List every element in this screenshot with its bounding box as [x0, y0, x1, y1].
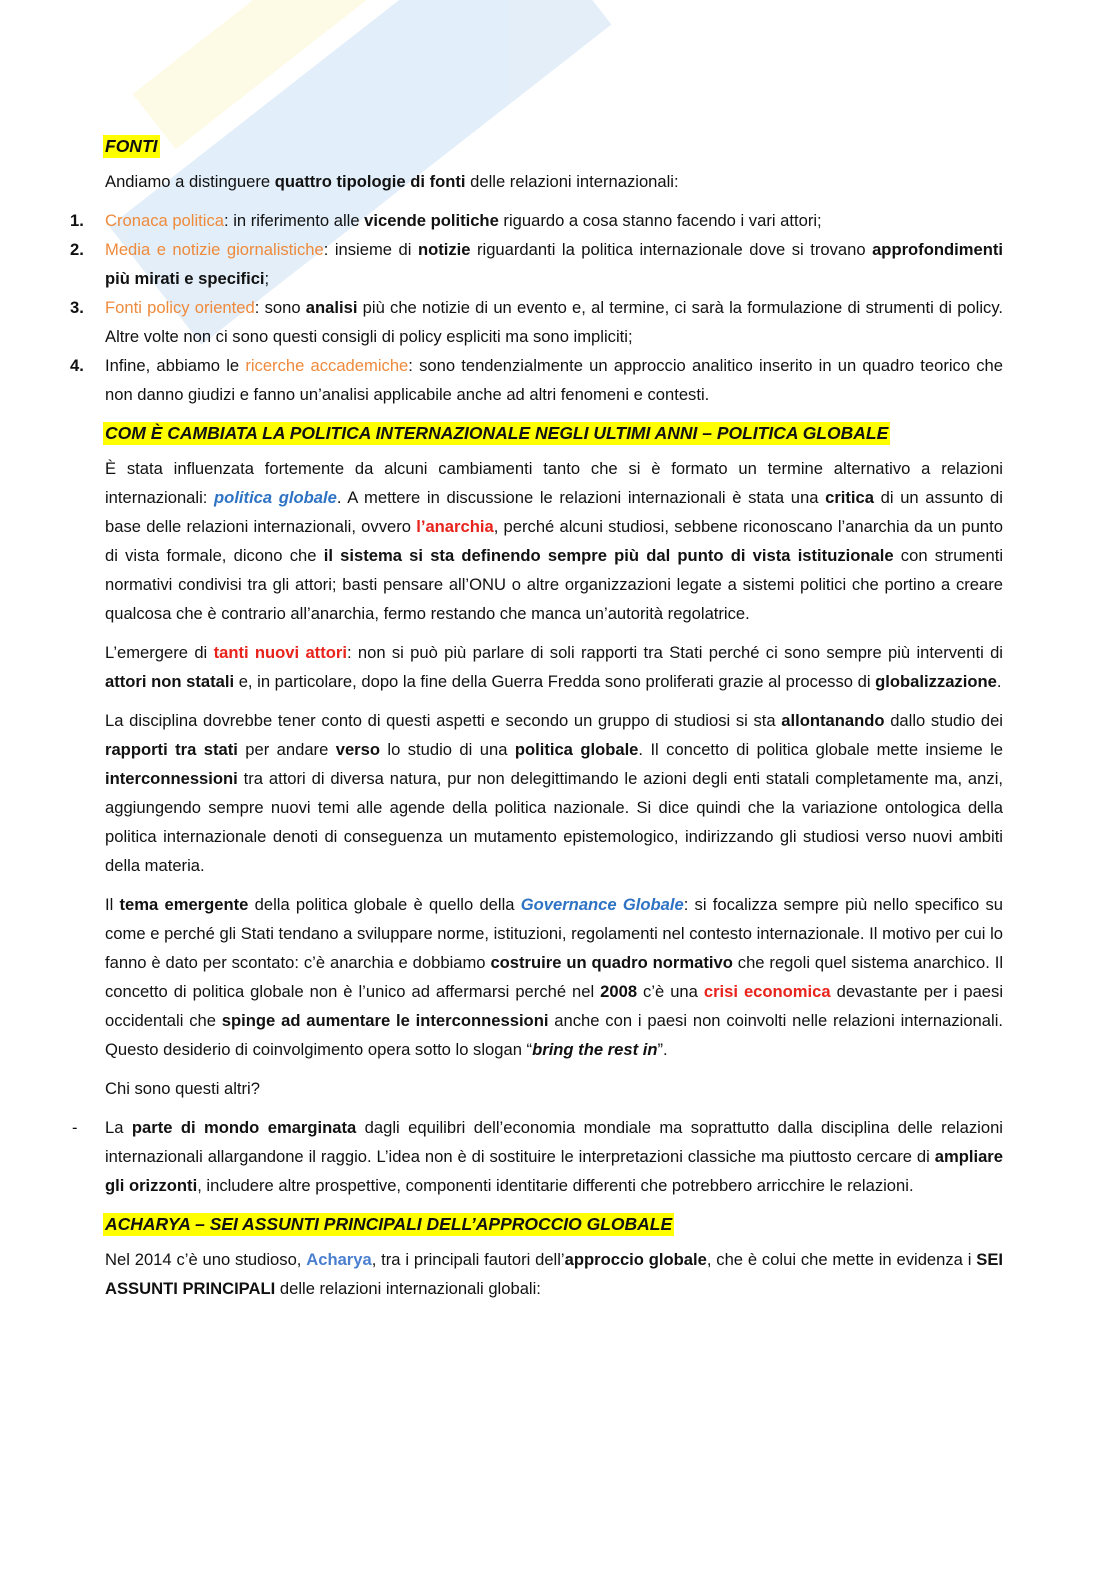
bold-text: vicende politiche [364, 211, 499, 230]
text: . A mettere in discussione le relazioni internazionali è stata una [336, 488, 826, 507]
text: : sono tendenzialmente un approccio analitico inserito in un quadro teorico che non danno giudizi e fanno un’analisi applicabile anche ad altri fenomeni e contesti. [105, 356, 1003, 404]
highlight-red-text: tanti nuovi attori [213, 643, 347, 662]
highlight-orange-text: ricerche accademiche [245, 356, 409, 375]
text: dallo studio dei [884, 711, 1003, 730]
highlight-orange-text: Cronaca politica [105, 211, 224, 230]
text: tra attori di diversa natura, pur non delegittimando le azioni degli enti statali completamente ma, anzi, aggiungendo sempre nuovi temi alle agende della politica nazionale. Si dice quindi che la variazione ontologica della politica internazionale denoti di conseguenza un mutamento epistemologico, indirizzando gli studiosi verso nuovi ambiti della materia. [105, 769, 1003, 875]
bold-text: ampliare gli orizzonti [105, 1147, 1003, 1195]
bullet-list-item [72, 1113, 1003, 1200]
bold-text: verso [335, 740, 380, 759]
list-number: 3. [70, 298, 84, 317]
text: riguardanti la politica internazionale dove si trovano [470, 240, 873, 259]
highlight-blue-term: politica globale [214, 488, 337, 507]
text: dagli equilibri dell’economia mondiale ma soprattutto dalla disciplina delle relazioni internazionali allargandone il raggio. L’idea non è di sostituire le interpretazioni classiche ma piuttosto cercare di [105, 1118, 1003, 1166]
text: È stata influenzata fortemente da alcuni cambiamenti tanto che si è formato un termine alternativo a relazioni internazionali: [105, 459, 1003, 507]
text: ; [264, 269, 270, 288]
text: . Il concetto di politica globale mette insieme le [638, 740, 1003, 759]
paragraph [105, 638, 1003, 696]
section-heading: ACHARYA – SEI ASSUNTI PRINCIPALI DELL’APPROCCIO GLOBALE [105, 1214, 673, 1234]
text: Il [105, 895, 120, 914]
paragraph [105, 1074, 1003, 1103]
document-page [70, 132, 1004, 1313]
text: per andare [237, 740, 336, 759]
bold-text: parte di mondo emarginata [131, 1118, 357, 1137]
bold-text: politica globale [514, 740, 639, 759]
numbered-list-item [70, 235, 1003, 293]
highlight-red-text: l’anarchia [416, 517, 494, 536]
highlight-orange-text: Media e notizie giornalistiche [105, 240, 324, 259]
text: Nel 2014 c’è uno studioso, [105, 1250, 307, 1269]
highlight-orange-text: Fonti policy oriented [105, 298, 255, 317]
paragraph [105, 890, 1003, 1064]
text: devastante per i paesi occidentali che [105, 982, 1004, 1030]
text: anche con i paesi non coinvolti nelle relazioni internazionali. Questo desiderio di coinvolgimento opera sotto lo slogan “ [105, 1011, 1003, 1059]
bold-text: costruire un quadro normativo [490, 953, 733, 972]
section-heading: FONTI [105, 136, 158, 156]
text: , tra i principali fautori dell’ [371, 1250, 565, 1269]
text: : sono [254, 298, 306, 317]
paragraph [105, 167, 1003, 196]
text: : insieme di [323, 240, 418, 259]
bold-text: critica [825, 488, 874, 507]
bold-text: 2008 [600, 982, 638, 1001]
bold-text: SEI ASSUNTI PRINCIPALI [105, 1250, 1003, 1298]
text: L’emergere di [105, 643, 214, 662]
text: riguardo a cosa stanno facendo i vari attori; [498, 211, 822, 230]
text: che regoli quel sistema anarchico. Il concetto di politica globale non è l’unico ad affermarsi perché nel [105, 953, 1004, 1001]
bold-text: globalizzazione [875, 672, 997, 691]
paragraph [105, 454, 1003, 628]
text: : in riferimento alle [223, 211, 365, 230]
highlight-red-text: crisi economica [703, 982, 831, 1001]
text: più che notizie di un evento e, al termine, ci sarà la formulazione di strumenti di policy. Altre volte non ci sono questi consigli di policy espliciti ma sono impliciti; [105, 298, 1003, 346]
text: , includere altre prospettive, componenti identitarie differenti che potrebbero arricchire le relazioni. [197, 1176, 914, 1195]
numbered-list-item [70, 351, 1003, 409]
text: c’è una [637, 982, 704, 1001]
text: con strumenti normativi condivisi tra gli attori; basti pensare all’ONU o altre organizzazioni legate a sistemi politici che portino a creare qualcosa che è contrario all’anarchia, fermo restando che manca un’autorità regolatrice. [105, 546, 1004, 623]
text: , perché alcuni studiosi, sebbene riconoscano l’anarchia da un punto di vista formale, dicono che [105, 517, 1003, 565]
bold-text: analisi [305, 298, 358, 317]
text: Chi sono questi altri? [105, 1079, 260, 1098]
list-number: 1. [70, 211, 84, 230]
text: Andiamo a distinguere [105, 172, 275, 191]
bold-text: allontanando [781, 711, 885, 730]
bold-italic-text: bring the rest in [532, 1040, 658, 1059]
author-name: Acharya [306, 1250, 372, 1269]
bold-text: approccio globale [564, 1250, 707, 1269]
text: delle relazioni internazionali: [465, 172, 679, 191]
text: : non si può più parlare di soli rapporti tra Stati perché ci sono sempre più interventi di [346, 643, 1003, 662]
highlight-blue-term: Governance Globale [520, 895, 684, 914]
bold-text: approfondimenti più mirati e specifici [105, 240, 1003, 288]
text: delle relazioni internazionali globali: [275, 1279, 541, 1298]
numbered-list-item [70, 206, 1003, 235]
text: e, in particolare, dopo la fine della Guerra Fredda sono proliferati grazie al processo di [234, 672, 876, 691]
paragraph [105, 706, 1003, 880]
text: La [105, 1118, 132, 1137]
numbered-list-item [70, 293, 1003, 351]
list-dash: - [72, 1118, 78, 1137]
text: Infine, abbiamo le [105, 356, 246, 375]
text: . [996, 672, 1002, 691]
text: lo studio di una [380, 740, 515, 759]
text: ”. [657, 1040, 668, 1059]
bold-text: attori non statali [105, 672, 235, 691]
bold-text: spinge ad aumentare le interconnessioni [221, 1011, 549, 1030]
bold-text: quattro tipologie di fonti [274, 172, 466, 191]
bold-text: tema emergente [119, 895, 249, 914]
bold-text: rapporti tra stati [105, 740, 238, 759]
text: La disciplina dovrebbe tener conto di questi aspetti e secondo un gruppo di studiosi si sta [105, 711, 782, 730]
paragraph [105, 1245, 1003, 1303]
list-number: 4. [70, 356, 84, 375]
bold-text: il sistema si sta definendo sempre più dal punto di vista istituzionale [323, 546, 894, 565]
bold-text: interconnessioni [105, 769, 238, 788]
text: , che è colui che mette in evidenza i [706, 1250, 977, 1269]
section-heading: COM È CAMBIATA LA POLITICA INTERNAZIONALE NEGLI ULTIMI ANNI – POLITICA GLOBALE [105, 423, 889, 443]
text: : si focalizza sempre più nello specifico su come e perché gli Stati tendano a sviluppare norme, istituzioni, regolamenti nel contesto internazionale. Il motivo per cui lo fanno è dato per scontato: c’è anarchia e dobbiamo [105, 895, 1003, 972]
list-number: 2. [70, 240, 84, 259]
text: della politica globale è quello della [248, 895, 521, 914]
text: di un assunto di base delle relazioni internazionali, ovvero [105, 488, 1003, 536]
bold-text: notizie [417, 240, 471, 259]
